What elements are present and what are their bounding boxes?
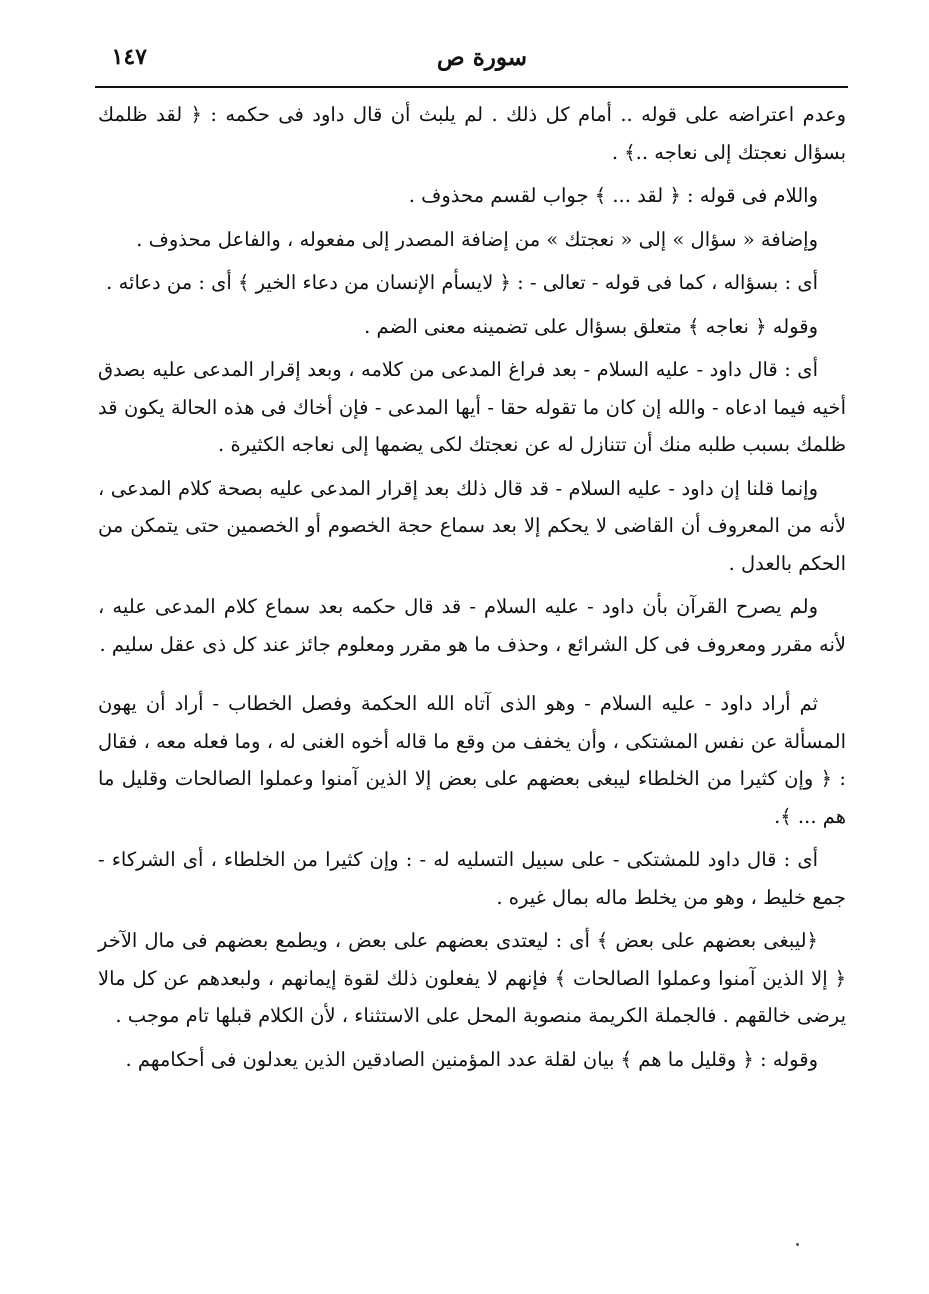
paragraph: ﴿ليبغى بعضهم على بعض ﴾ أى : ليعتدى بعضهم على بعض ، ويطمع بعضهم فى مال الآخر ﴿ إلا الذين آمنوا وعملوا الصالحات ﴾ فإنهم لا يفعلون ذلك لقوة إيمانهم ، ولبعدهم عن كل مالا يرضى خالقهم . فالجملة الكريمة منصوبة المحل على الاستثناء ، لأن الكلام قبلها تام موجب . — [98, 929, 846, 1027]
paragraph: وقوله : ﴿ وقليل ما هم ﴾ بيان لقلة عدد المؤمنين الصادقين الذين يعدلون فى أحكامهم . — [125, 1047, 818, 1071]
paragraph: أى : بسؤاله ، كما فى قوله - تعالى - : ﴿ لايسأم الإنسان من دعاء الخير ﴾ أى : من دعائه . — [106, 271, 818, 294]
paragraph: وقوله ﴿ نعاجه ﴾ متعلق بسؤال على تضمينه معنى الضم . — [364, 314, 818, 338]
header-divider — [95, 86, 848, 88]
paragraph: أى : قال داود - عليه السلام - بعد فراغ المدعى من كلامه ، وبعد إقرار المدعى عليه بصدق أخيه فيما ادعاه - والله إن كان ما تقوله حقا - أيها المدعى - فإن أخاك فى هذه الحالة يكون قد ظلمك بسبب طلبه منك أن تتنازل له عن نعجتك لكى يضمها إلى نعاجه الكثيرة . — [98, 358, 846, 456]
paragraph: أى : قال داود للمشتكى - على سبيل التسليه له - : وإن كثيرا من الخلطاء ، أى الشركاء - جمع خليط ، وهو من يخلط ماله بمال غيره . — [98, 848, 846, 909]
paragraph: وإنما قلنا إن داود - عليه السلام - قد قال ذلك بعد إقرار المدعى عليه بصحة كلام المدعى ، لأنه من المعروف أن القاضى لا يحكم إلا بعد سماع حجة الخصوم أو الخصمين حتى يتمكن من الحكم بالعدل . — [98, 476, 846, 575]
paragraph: ثم أراد داود - عليه السلام - وهو الذى آتاه الله الحكمة وفصل الخطاب - أراد أن يهون المسألة عن نفس المشتكى ، وأن يخفف من وقع ما قاله أخوه الغنى له ، وما فعله معه ، فقال : ﴿ وإن كثيرا من الخلطاء ليبغى بعضهم على بعض إلا الذين آمنوا وعملوا الصالحات وقليل ما هم ... ﴾. — [98, 692, 846, 828]
paragraph: واللام فى قوله : ﴿ لقد ... ﴾ جواب لقسم محذوف . — [408, 184, 818, 207]
page-body — [98, 96, 846, 1084]
paragraph: وعدم اعتراضه على قوله .. أمام كل ذلك . لم يلبث أن قال داود فى حكمه : ﴿ لقد ظلمك بسؤال نعجتك إلى نعاجه ..﴾ . — [98, 103, 846, 164]
page-number: ١٤٧ — [111, 44, 147, 70]
page-header — [95, 38, 847, 84]
surah-title: سورة ص — [436, 44, 527, 71]
paragraph: ولم يصرح القرآن بأن داود - عليه السلام - قد قال حكمه بعد سماع كلام المدعى عليه ، لأنه مقرر ومعروف فى كل الشرائع ، وحذف ما هو مقرر ومعلوم جائز عند كل ذى عقل سليم . — [98, 595, 846, 656]
paragraph: وإضافة « سؤال » إلى « نعجتك » من إضافة المصدر إلى مفعوله ، والفاعل محذوف . — [136, 227, 818, 251]
scan-speck — [796, 1243, 799, 1246]
